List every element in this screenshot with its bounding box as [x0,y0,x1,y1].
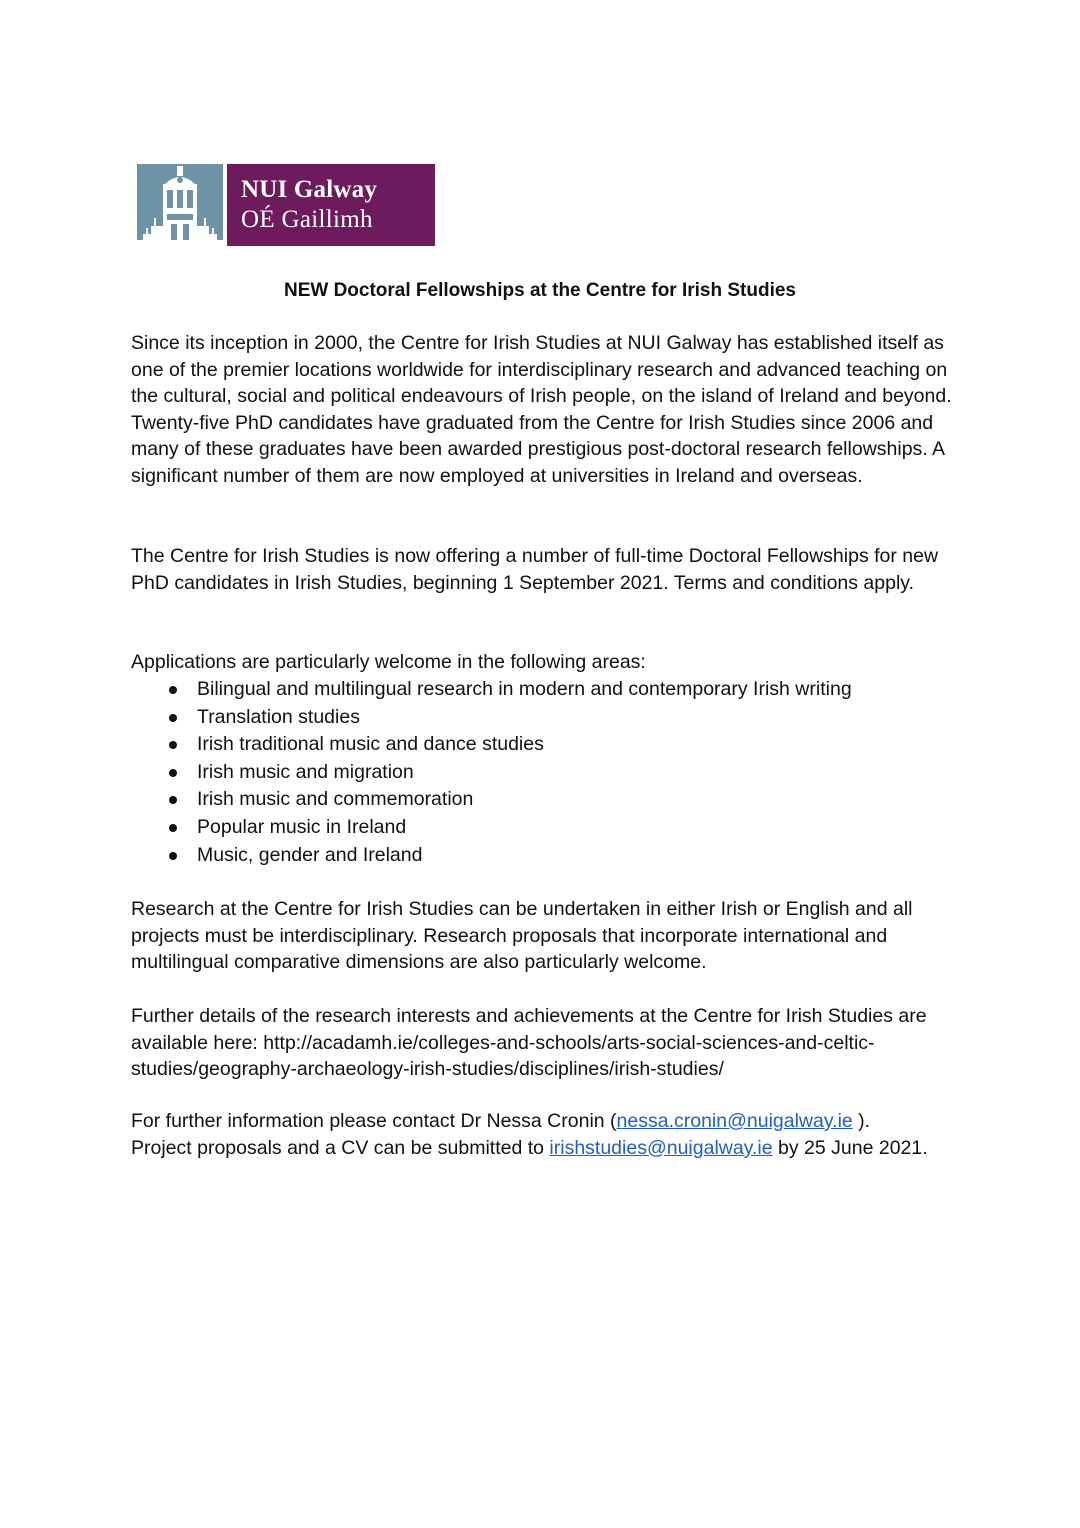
further-details-url: http://acadamh.ie/colleges-and-schools/arts-social-sciences-and-celtic-studies/geography-archaeology-irish-studies/disciplines/irish-studies/ [131,1031,875,1081]
areas-intro: Applications are particularly welcome in the following areas: [131,651,646,673]
logo-wordmark [227,164,435,246]
quadrangle-tower-crest-icon [137,164,223,246]
submission-email-link[interactable]: irishstudies@nuigalway.ie [549,1136,773,1159]
research-language-paragraph: Research at the Centre for Irish Studies can be undertaken in either Irish or English and all projects must be interdisciplinary. Research proposals that incorporate international and multilingual comparative dimensions are also particularly welcome. [131,898,913,974]
intro-paragraph: Since its inception in 2000, the Centre for Irish Studies at NUI Galway has established itself as one of the premier locations worldwide for interdisciplinary research and advanced teaching on the cultural, social and political endeavours of Irish people, on the island of Ireland and beyond. Twenty-five PhD candidates have graduated from the Centre for Irish Studies since 2006 and many of these graduates have been awarded prestigious post-doctoral research fellowships. A significant number of them are now employed at universities in Ireland and overseas. [131,332,952,487]
logo-name-irish: OÉ Gaillimh [241,206,373,233]
logo-name-english: NUI Galway [241,176,378,203]
list-item: Translation studies [131,704,961,732]
further-details-paragraph [131,1003,961,1083]
contact-text-close: ). [852,1110,871,1132]
nui-galway-logo [137,164,435,246]
list-item: Irish music and commemoration [131,786,961,814]
list-item: Irish music and migration [131,759,961,787]
list-item: Irish traditional music and dance studies [131,731,961,759]
list-item: Popular music in Ireland [131,814,961,842]
contact-text: For further information please contact Dr Nessa Cronin ( [131,1110,617,1132]
submission-text: Project proposals and a CV can be submitted to [131,1136,550,1159]
contact-paragraph [131,1108,961,1161]
contact-email-link[interactable]: nessa.cronin@nuigalway.ie [616,1110,853,1132]
list-item: Bilingual and multilingual research in modern and contemporary Irish writing [131,676,961,704]
page-title: NEW Doctoral Fellowships at the Centre for Irish Studies [283,280,797,301]
deadline-text: by 25 June 2021. [772,1136,928,1159]
research-areas-list [131,676,961,869]
further-details-text: Further details of the research interests and achievements at the Centre for Irish Studies are available here: [131,1005,927,1054]
list-item: Music, gender and Ireland [131,842,961,870]
fellowship-offer-paragraph: The Centre for Irish Studies is now offering a number of full-time Doctoral Fellowships for new PhD candidates in Irish Studies, beginning 1 September 2021. Terms and conditions apply. [131,545,939,594]
